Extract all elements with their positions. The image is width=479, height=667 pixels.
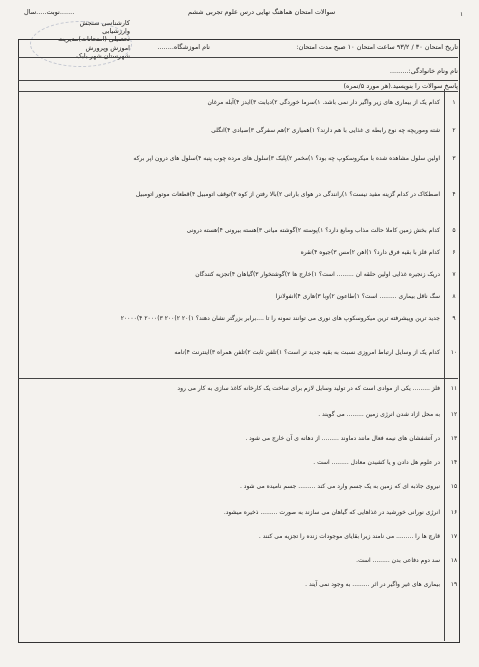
question-number: ۸ xyxy=(452,293,456,300)
question-number: ۱۰ xyxy=(450,349,458,356)
question-text: به محل ازاد شدن انرژی زمین ......... می گویند . xyxy=(318,411,440,418)
question-text: کدام بخش زمین کاملا حالت مذاب ومایع دارد؟ ۱)پوسته ۲)گوشته میانی ۳)هسته بیرونی ۴)هسته درونی xyxy=(186,227,440,234)
page-mark: ۱ xyxy=(460,11,464,18)
question-number: ۱۵ xyxy=(450,483,458,490)
question-number: ۷ xyxy=(452,271,456,278)
logo-line: شهرستان شهر بابک xyxy=(76,51,130,60)
question-text: شته وموریچه چه نوع رابطه ی غذایی با هم دارند؟ ۱)همیاری ۲)هم سفرگی ۳)صیادی ۴)انگلی xyxy=(211,127,440,134)
question-number: ۱۸ xyxy=(450,557,458,564)
question-number: ۹ xyxy=(452,315,456,322)
logo-line: اموزش وپرورش xyxy=(85,43,130,52)
logo-line: وارزشیابی xyxy=(102,27,130,36)
question-number: ۳ xyxy=(452,155,456,162)
question-text: قارچ ها را ......... می نامند زیرا بقایای موجودات زنده را تجزیه می کنند . xyxy=(258,533,440,540)
date-line: تاریخ امتحان ۳۰ / ۹۳/۲ ساعت امتحان ۱۰ صبح مدت امتحان: xyxy=(296,43,458,51)
question-number: ۵ xyxy=(452,227,456,234)
question-text: اصطکاک در کدام گزینه مفید نیست؟ ۱)رانندگی در هوای بارانی ۲)بالا رفتن از کوه ۳)توقف اتومبیل ۴)قطعات موتور اتومبیل xyxy=(135,191,440,198)
question-text: دریک زنجیره غذایی اولین حلقه ان ......... است؟ ۱)خارج ها ۲)گوشتخوار ۳)گیاهان ۴)تجزیه کنندگان xyxy=(195,271,440,278)
question-text: نیروی جاذبه ای که زمین به یک جسم وارد می کند ......... جسم نامیده می شود . xyxy=(239,483,440,490)
question-number: ۱۴ xyxy=(450,459,458,466)
logo-line: کارشناسی سنجش xyxy=(79,19,130,27)
question-number: ۲ xyxy=(452,127,456,134)
divider xyxy=(18,80,458,81)
question-text: کدام یک از بیماری های زیر واگیر دار نمی باشد. ۱)سرما خوردگی ۲)دیابت ۳)ایدز ۴)آبله مرغان xyxy=(207,99,440,106)
question-number: ۱۱ xyxy=(450,385,458,392)
question-number: ۱ xyxy=(452,99,456,106)
section-divider xyxy=(18,378,458,379)
question-text: سگ ناقل بیماری ......... است؟ ۱)طاعون ۲)وبا ۳)هاری ۴)انفولانزا xyxy=(275,293,440,300)
exam-title: سوالات امتحان هماهنگ نهایی درس علوم تجربی ششم xyxy=(188,8,336,16)
divider xyxy=(18,57,458,58)
instructions: پاسخ سوالات را بنویسید.(هر مورد ۵/نمره) xyxy=(343,82,458,90)
question-text: در آتشفشان های نیمه فعال مانند دماوند ......... از دهانه ی آن خارج می شود . xyxy=(245,435,440,442)
school-name: نام اموزشگاه........ xyxy=(157,43,210,51)
question-text: کدام یک از وسایل ارتباط امروزی نسبت به بقیه جدید تر است؟ ۱)تلفن ثابت ۲)تلفن همراه ۳)اینترنت ۴)نامه xyxy=(174,349,440,356)
question-text: سد دوم دفاعی بدن ......... است. xyxy=(356,557,440,564)
question-number: ۱۲ xyxy=(450,411,458,418)
question-text: جدید ترین وپیشرفته ترین میکروسکوپ های نوری می توانند نمونه را تا ....برابر بزرگتر نشان دهند؟ ۱)۲۰ ۲)۲۰۰ ۳)۲۰۰۰ ۴)۲۰۰۰۰ xyxy=(120,315,440,322)
question-text: در علوم هل دادن و یا کشیدن معادل ......... است . xyxy=(313,459,440,466)
question-number: ۱۹ xyxy=(450,581,458,588)
question-text: بیماری های غیر واگیر در اثر ......... به وجود نمی آیند . xyxy=(305,581,440,588)
logo-line: تحصیلی (امتحانات)مدیریت xyxy=(57,35,130,44)
question-text: فلز ......... یکی از موادی است که در تولید وسایل لازم برای ساخت یک کارخانه کاغذ سازی به کار می رود xyxy=(177,385,440,392)
question-text: کدام فلز با بقیه فرق دارد؟ ۱)اهن ۲)مس ۳)جیوه ۴)نقره xyxy=(300,249,440,256)
exam-sheet xyxy=(8,5,470,660)
question-number: ۴ xyxy=(452,191,456,198)
turn-label: نوبت.....سال....... xyxy=(24,8,75,16)
question-number: ۱۳ xyxy=(450,435,458,442)
question-number: ۱۶ xyxy=(450,509,458,516)
question-number: ۱۷ xyxy=(450,533,458,540)
question-text: انرژی نورانی خورشید در غذاهایی که گیاهان می سازند به صورت ......... ذخیره میشود. xyxy=(223,509,440,516)
divider xyxy=(18,91,458,92)
question-number: ۶ xyxy=(452,249,456,256)
student-name: نام ونام خانوادگی:......... xyxy=(389,67,458,75)
question-text: اولین سلول مشاهده شده با میکروسکوپ چه بود؟ ۱)مخمر ۲)پلیک ۳)سلول های مرده چوب پنبه ۴)سلول های درون اپر برکه xyxy=(133,155,440,162)
